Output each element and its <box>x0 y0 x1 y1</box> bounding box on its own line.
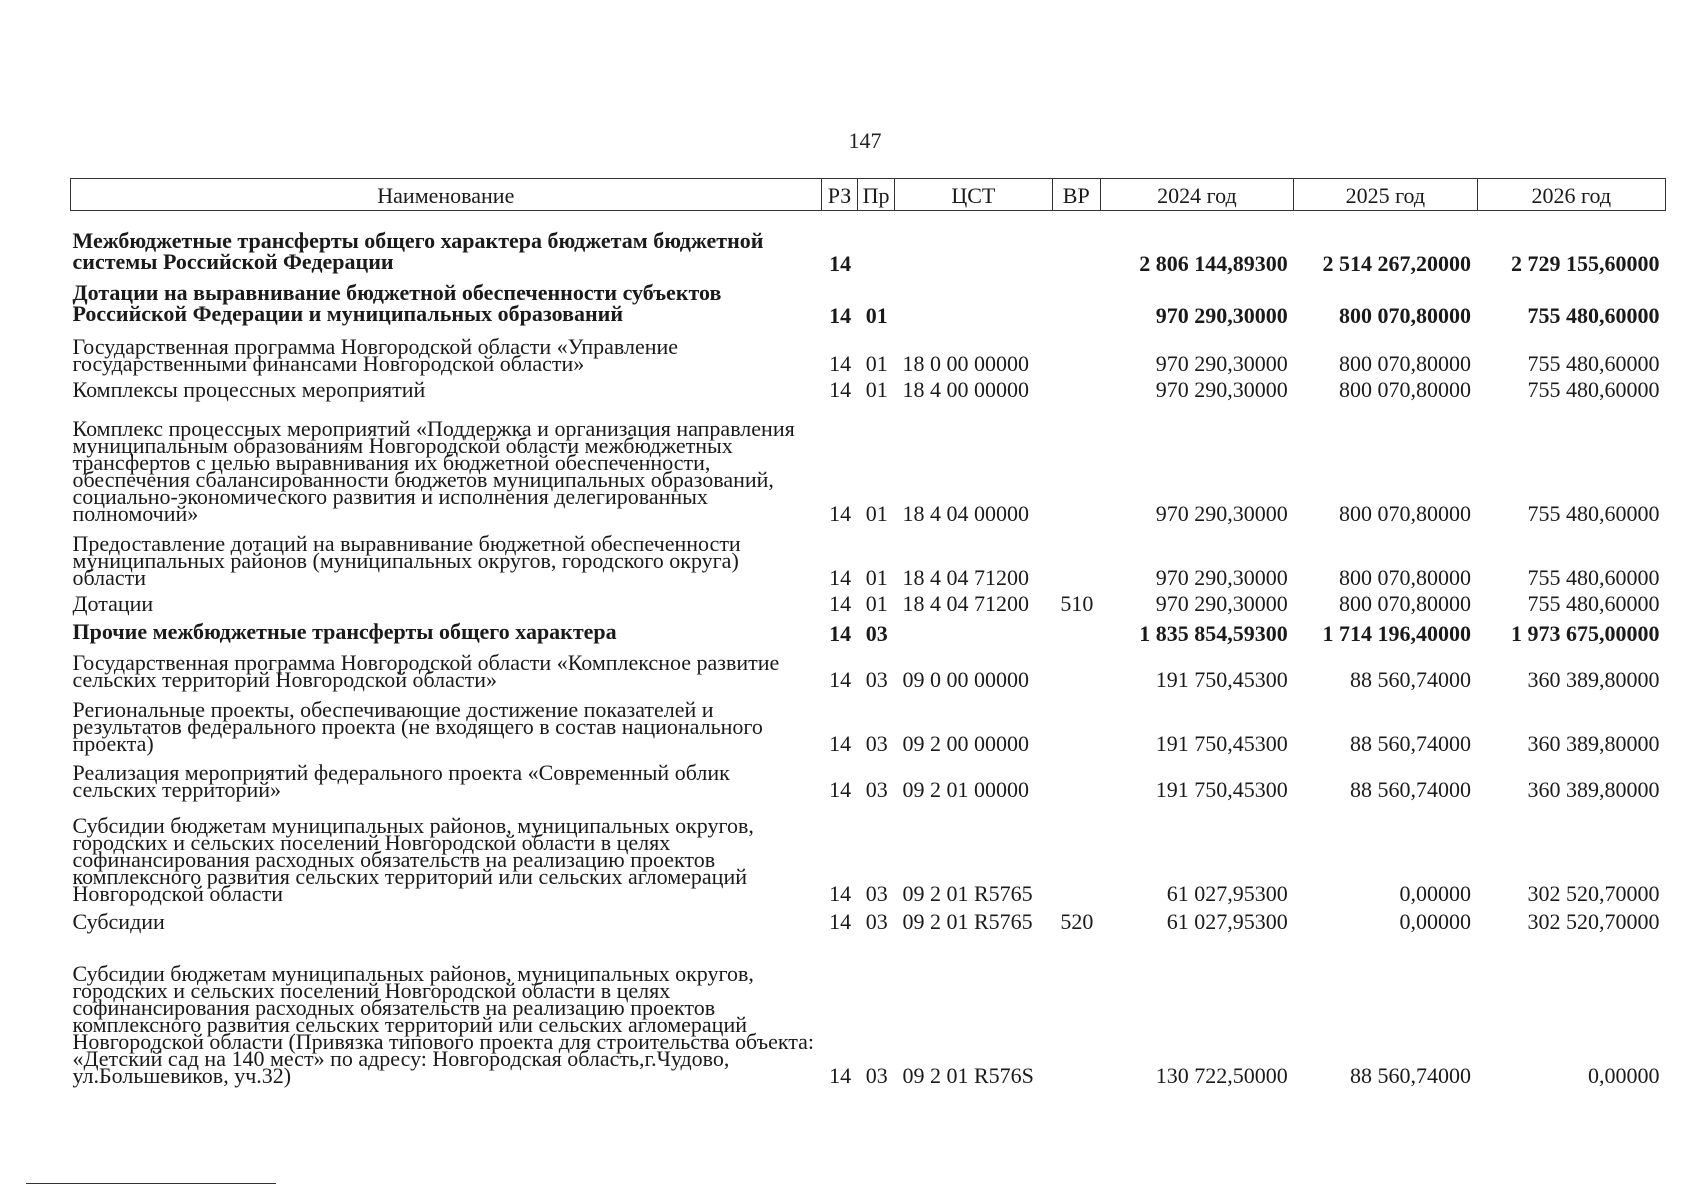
table-row <box>71 525 1666 589</box>
footer-rule <box>26 1183 276 1184</box>
row-vr <box>1052 525 1100 589</box>
row-2024: 61 027,95300 <box>1166 880 1288 906</box>
row-2024: 191 750,45300 <box>1155 666 1288 692</box>
header-name: Наименование <box>71 179 822 211</box>
row-cst: 18 0 00 00000 <box>902 350 1029 376</box>
row-pr: 01 <box>865 350 888 376</box>
row-2026: 360 389,80000 <box>1527 776 1660 802</box>
row-2025: 800 070,80000 <box>1339 350 1472 376</box>
row-name: Государственная программа Новгородской области «Управление государственными финансами Новгородской области» <box>72 333 679 376</box>
table-row <box>71 401 1666 525</box>
row-rz: 14 <box>829 776 852 802</box>
row-pr: 03 <box>865 730 888 756</box>
row-2026: 360 389,80000 <box>1527 666 1660 692</box>
row-2024: 970 290,30000 <box>1155 350 1288 376</box>
row-vr <box>1052 211 1100 275</box>
table-row <box>71 589 1666 615</box>
row-cst <box>894 275 1052 327</box>
row-pr: 01 <box>865 590 888 616</box>
table-row <box>71 211 1666 275</box>
row-2025: 0,00000 <box>1399 880 1472 906</box>
row-cst: 09 2 01 R5765 <box>902 880 1033 906</box>
row-2024: 970 290,30000 <box>1155 302 1288 328</box>
header-cst: ЦСТ <box>894 179 1052 211</box>
row-pr: 03 <box>865 620 888 646</box>
row-pr: 01 <box>865 564 888 590</box>
row-rz: 14 <box>829 666 852 692</box>
row-name: Региональные проекты, обеспечивающие достижение показателей и результатов федерального проекта (не входящего в состав национального проекта) <box>72 696 763 756</box>
row-2026: 302 520,70000 <box>1527 908 1660 934</box>
row-name: Комплексы процессных мероприятий <box>72 376 426 402</box>
row-2024: 130 722,50000 <box>1155 1062 1288 1088</box>
row-2025: 800 070,80000 <box>1339 564 1472 590</box>
row-pr: 03 <box>865 1062 888 1088</box>
row-2024: 970 290,30000 <box>1155 564 1288 590</box>
row-rz: 14 <box>829 250 852 276</box>
budget-table <box>70 178 1666 1087</box>
row-2026: 755 480,60000 <box>1527 564 1660 590</box>
row-2026: 755 480,60000 <box>1527 302 1660 328</box>
row-vr <box>1052 275 1100 327</box>
row-pr: 01 <box>865 376 888 402</box>
row-2026: 302 520,70000 <box>1527 880 1660 906</box>
row-2026: 755 480,60000 <box>1527 500 1660 526</box>
row-vr <box>1052 375 1100 401</box>
table-row <box>71 691 1666 755</box>
row-name: Субсидии <box>72 908 165 934</box>
row-2025: 800 070,80000 <box>1339 302 1472 328</box>
row-vr <box>1052 645 1100 691</box>
row-cst <box>894 615 1052 645</box>
table-row <box>71 327 1666 375</box>
table-row <box>71 755 1666 801</box>
row-2024: 970 290,30000 <box>1155 590 1288 616</box>
row-vr <box>1052 691 1100 755</box>
row-cst: 18 4 00 00000 <box>902 376 1029 402</box>
header-2024: 2024 год <box>1100 179 1294 211</box>
row-2025: 800 070,80000 <box>1339 500 1472 526</box>
row-vr <box>1052 327 1100 375</box>
row-2026: 1 973 675,00000 <box>1511 620 1660 646</box>
row-2024: 191 750,45300 <box>1155 776 1288 802</box>
row-cst: 09 2 01 R5765 <box>902 908 1033 934</box>
row-2025: 800 070,80000 <box>1339 376 1472 402</box>
row-2026: 755 480,60000 <box>1527 350 1660 376</box>
row-name: Реализация мероприятий федерального проекта «Современный облик сельских территорий» <box>72 759 730 802</box>
row-vr <box>1052 615 1100 645</box>
row-vr <box>1052 755 1100 801</box>
row-rz: 14 <box>829 880 852 906</box>
row-2025: 88 560,74000 <box>1350 666 1472 692</box>
row-pr: 03 <box>865 666 888 692</box>
header-rz: РЗ <box>821 179 858 211</box>
header-vr: ВР <box>1052 179 1100 211</box>
table-row <box>71 801 1666 905</box>
row-name: Государственная программа Новгородской области «Комплексное развитие сельских территорий Новгородской области» <box>72 649 780 692</box>
row-cst <box>894 211 1052 275</box>
row-cst: 18 4 04 71200 <box>902 564 1029 590</box>
row-2026: 360 389,80000 <box>1527 730 1660 756</box>
row-cst: 09 2 00 00000 <box>902 730 1029 756</box>
row-2026: 755 480,60000 <box>1527 376 1660 402</box>
row-name: Дотации <box>72 590 154 616</box>
table-body <box>71 211 1666 1087</box>
row-rz: 14 <box>829 500 852 526</box>
header-2025: 2025 год <box>1294 179 1477 211</box>
row-rz: 14 <box>829 730 852 756</box>
row-vr <box>1052 401 1100 525</box>
row-rz: 14 <box>829 590 852 616</box>
table-header <box>71 179 1666 211</box>
row-2025: 88 560,74000 <box>1350 1062 1472 1088</box>
row-rz: 14 <box>829 564 852 590</box>
row-2025: 1 714 196,40000 <box>1322 620 1472 646</box>
table-row <box>71 375 1666 401</box>
row-cst: 18 4 04 00000 <box>902 500 1029 526</box>
row-2024: 2 806 144,89300 <box>1139 250 1288 276</box>
row-2025: 88 560,74000 <box>1350 730 1472 756</box>
row-2024: 1 835 854,59300 <box>1139 620 1288 646</box>
row-vr <box>1052 933 1100 1087</box>
row-pr: 03 <box>865 908 888 934</box>
row-vr: 520 <box>1060 908 1094 934</box>
row-name: Межбюджетные трансферты общего характера бюджетам бюджетной системы Российской Федерации <box>72 227 764 274</box>
row-2024: 191 750,45300 <box>1155 730 1288 756</box>
table-row <box>71 615 1666 645</box>
row-name: Прочие межбюджетные трансферты общего характера <box>72 618 617 644</box>
row-vr <box>1052 801 1100 905</box>
row-2026: 755 480,60000 <box>1527 590 1660 616</box>
row-cst: 09 0 00 00000 <box>902 666 1029 692</box>
header-2026: 2026 год <box>1477 179 1665 211</box>
row-pr: 01 <box>865 500 888 526</box>
row-name: Предоставление дотаций на выравнивание бюджетной обеспеченности муниципальных районов (муниципальных округов, городского округа) области <box>72 530 741 590</box>
row-2025: 88 560,74000 <box>1350 776 1472 802</box>
row-cst: 18 4 04 71200 <box>902 590 1029 616</box>
row-pr <box>858 211 895 275</box>
page-number: 147 <box>848 128 882 153</box>
row-name: Комплекс процессных мероприятий «Поддержка и организация направления муниципальным образованиям Новгородской области межбюджетных трансфертов с целью выравнивания их бюджетной обеспеченности, обеспечения сбалансированности бюджетов муниципальных образований, социально-экономического развития и исполнения делегированных полномочий» <box>72 415 795 526</box>
row-rz: 14 <box>829 620 852 646</box>
header-pr: Пр <box>858 179 895 211</box>
row-cst: 09 2 01 R576S <box>902 1062 1034 1088</box>
table-row <box>71 933 1666 1087</box>
table-row <box>71 645 1666 691</box>
row-rz: 14 <box>829 350 852 376</box>
row-rz: 14 <box>829 1062 852 1088</box>
row-name: Субсидии бюджетам муниципальных районов, муниципальных округов, городских и сельских поселений Новгородской области в целях софинансирования расходных обязательств на реализацию проектов комплексного развития сельских территорий или сельских агломераций Новгородской области <box>72 812 754 906</box>
row-2026: 0,00000 <box>1588 1062 1660 1088</box>
row-2025: 2 514 267,20000 <box>1322 250 1472 276</box>
row-pr: 01 <box>865 302 888 328</box>
row-2026: 2 729 155,60000 <box>1511 250 1660 276</box>
row-2024: 970 290,30000 <box>1155 376 1288 402</box>
row-2024: 61 027,95300 <box>1166 908 1288 934</box>
row-vr: 510 <box>1060 590 1094 616</box>
table-row <box>71 275 1666 327</box>
row-pr: 03 <box>865 880 888 906</box>
row-rz: 14 <box>829 302 852 328</box>
row-2025: 800 070,80000 <box>1339 590 1472 616</box>
row-2024: 970 290,30000 <box>1155 500 1288 526</box>
row-pr: 03 <box>865 776 888 802</box>
row-name: Дотации на выравнивание бюджетной обеспеченности субъектов Российской Федерации и муниципальных образований <box>72 279 722 326</box>
row-name: Субсидии бюджетам муниципальных районов, муниципальных округов, городских и сельских поселений Новгородской области в целях софинансирования расходных обязательств на реализацию проектов комплексного развития сельских территорий или сельских агломераций Новгородской области (Привязка типового проекта для строительства объекта: «Детский сад на 140 мест» по адресу: Новгородская область,г.Чудово, ул.Большевиков, уч.32) <box>72 960 814 1088</box>
row-cst: 09 2 01 00000 <box>902 776 1029 802</box>
row-rz: 14 <box>829 908 852 934</box>
row-rz: 14 <box>829 376 852 402</box>
row-2025: 0,00000 <box>1399 908 1472 934</box>
table-row <box>71 905 1666 933</box>
